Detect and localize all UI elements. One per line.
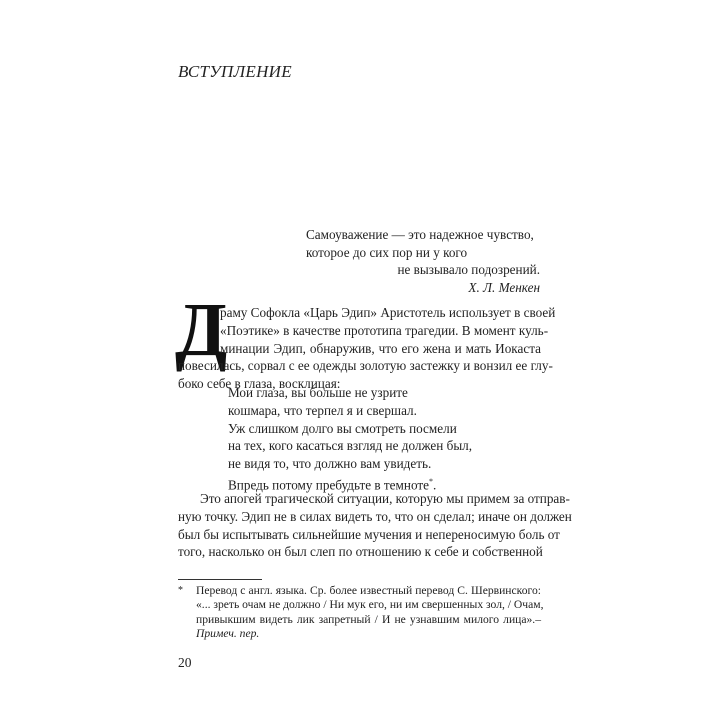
text-line: минации Эдип, обнаружив, что его жена и мать Иокаста — [220, 340, 541, 356]
text-line: Это апогей трагической ситуации, которую мы примем за отправ- — [200, 491, 570, 506]
verse-end: . — [432, 477, 437, 493]
verse-line: кошмара, что терпел я и свершал. — [228, 402, 417, 418]
epigraph-line: Самоуважение — это надежное чувство, — [306, 227, 534, 242]
footnote-ref[interactable]: * — [428, 476, 433, 486]
footnote-line: Перевод с англ. языка. Ср. более известный перевод С. Шервинского: — [196, 584, 541, 597]
text-line: ную точку. Эдип не в силах видеть то, что он сделал; иначе он должен — [178, 508, 572, 524]
verse-text: Впредь потому пребудьте в темноте — [228, 477, 429, 493]
drop-cap: Д — [175, 288, 228, 372]
text-line: «Поэтике» в качестве прототипа трагедии. В момент куль- — [220, 322, 549, 338]
page-number: 20 — [178, 655, 192, 670]
footnote-note: Примеч. пер. — [196, 627, 260, 641]
text-line: того, насколько он был слеп по отношению к себе и собственной — [178, 544, 543, 560]
epigraph-author: Х. Л. Менкен — [468, 279, 540, 295]
footnote-divider — [178, 579, 262, 580]
epigraph-line: которое до сих пор ни у кого — [306, 244, 468, 260]
verse-line: не видя то, что должно вам увидеть. — [228, 456, 432, 472]
text-line: раму Софокла «Царь Эдип» Аристотель использует в своей — [220, 305, 556, 320]
text-line: повесилась, сорвал с ее одежды золотую застежку и вонзил ее глу- — [178, 358, 553, 374]
epigraph — [306, 226, 540, 296]
verse-line: Мои глаза, вы больше не узрите — [228, 385, 408, 400]
footnote-mark: * — [178, 585, 183, 596]
paragraph-2 — [178, 490, 572, 561]
paragraph-1 — [178, 304, 556, 393]
text-line: боко себе в глаза, восклицая: — [178, 376, 341, 392]
verse-line: Уж слишком долго вы смотреть посмели — [228, 420, 457, 436]
epigraph-line: не вызывало подозрений. — [397, 262, 540, 278]
text-line: был бы испытывать сильнейшие мучения и непереносимую боль от — [178, 526, 560, 542]
verse-quote — [228, 384, 472, 494]
footnote-line: привыкшим видеть лик запретный / И не узнавшим милого лица».– — [196, 612, 541, 626]
chapter-heading: ВСТУПЛЕНИЕ — [178, 62, 292, 81]
footnote — [178, 584, 544, 642]
footnote-line: «... зреть очам не должно / Ни мук его, ни им свершенных зол, / Очам, — [196, 598, 544, 612]
verse-line: на тех, кого касаться взгляд не должен был, — [228, 438, 473, 454]
